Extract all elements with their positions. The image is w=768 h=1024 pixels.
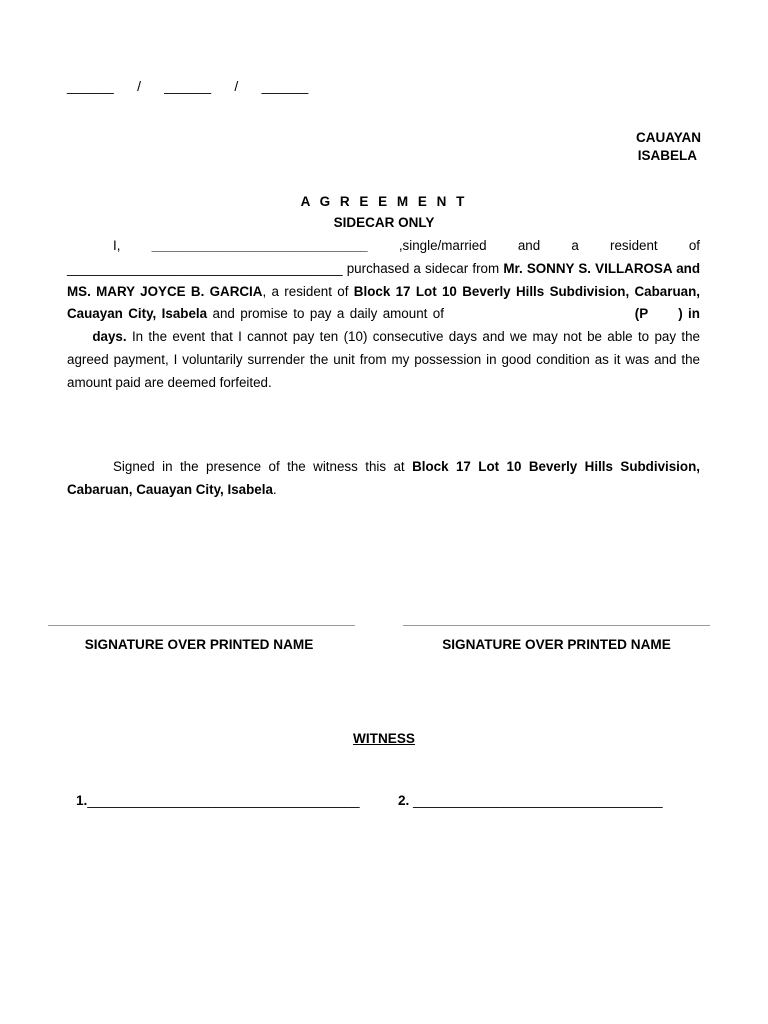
days-label: days. (92, 329, 127, 345)
resident-of-text: , a resident of (262, 283, 349, 299)
forfeiture-text: In the event that I cannot pay ten (10) consecutive days and we may not be able to pay the agreed payment, I voluntarily surrender the unit from my possession in good condition as it was and the amount paid are deemed forfeited. (67, 329, 700, 390)
name-blank[interactable]: _____________________________ (151, 238, 368, 253)
civil-status-text: ,single/married (398, 238, 487, 253)
period: . (272, 481, 277, 497)
left-signature-line[interactable] (48, 625, 355, 626)
right-signature-label: SIGNATURE OVER PRINTED NAME (442, 637, 671, 652)
word-a: a (571, 238, 579, 253)
witness-1-number: 1. (76, 793, 88, 808)
promise-text: and promise to pay a daily amount of (212, 306, 444, 322)
witness-2 (398, 793, 663, 808)
date-day-blank[interactable]: ______ (164, 78, 212, 94)
pronoun-text: I, (113, 238, 121, 253)
left-signature-label: SIGNATURE OVER PRINTED NAME (84, 637, 314, 652)
signing-paragraph (67, 456, 700, 502)
date-separator: / (234, 78, 239, 94)
witness-2-number: 2. (398, 793, 410, 808)
place-province: ISABELA (637, 148, 697, 163)
document-subtitle: SIDECAR ONLY (333, 215, 435, 230)
amount-peso-label: (P (634, 306, 649, 322)
right-signature-line[interactable] (403, 625, 710, 626)
date-line (67, 78, 308, 94)
residence-blank[interactable]: _____________________________________ (67, 260, 343, 276)
document-title: A G R E E M E N T (300, 194, 468, 209)
word-of: of (688, 238, 700, 253)
place-city: CAUAYAN (635, 130, 701, 145)
witness-heading: WITNESS (353, 731, 415, 746)
word-resident: resident (610, 238, 658, 253)
place-block (636, 129, 701, 165)
seller-address: Block 17 Lot 10 Beverly Hills Subdivision, Cabaruan, Cauayan City, Isabela (67, 283, 700, 322)
date-year-blank[interactable]: ______ (261, 78, 309, 94)
date-separator: / (137, 78, 141, 94)
date-month-blank[interactable]: ______ (67, 78, 114, 94)
witness-1-blank[interactable]: ____________________________________ (87, 793, 360, 808)
word-and: and (517, 238, 541, 253)
amount-in-label: ) in (678, 306, 700, 322)
purchase-text: purchased a sidecar from (346, 260, 500, 276)
agreement-paragraph (67, 235, 700, 395)
signing-lead-text: Signed in the presence of the witness this at (113, 459, 405, 474)
witness-2-blank[interactable]: _________________________________ (413, 793, 663, 808)
signing-place: Block 17 Lot 10 Beverly Hills Subdivision, Cabaruan, Cauayan City, Isabela (67, 459, 700, 497)
seller-names: Mr. SONNY S. VILLAROSA and MS. MARY JOYCE B. GARCIA (67, 260, 700, 299)
witness-1 (76, 793, 360, 808)
